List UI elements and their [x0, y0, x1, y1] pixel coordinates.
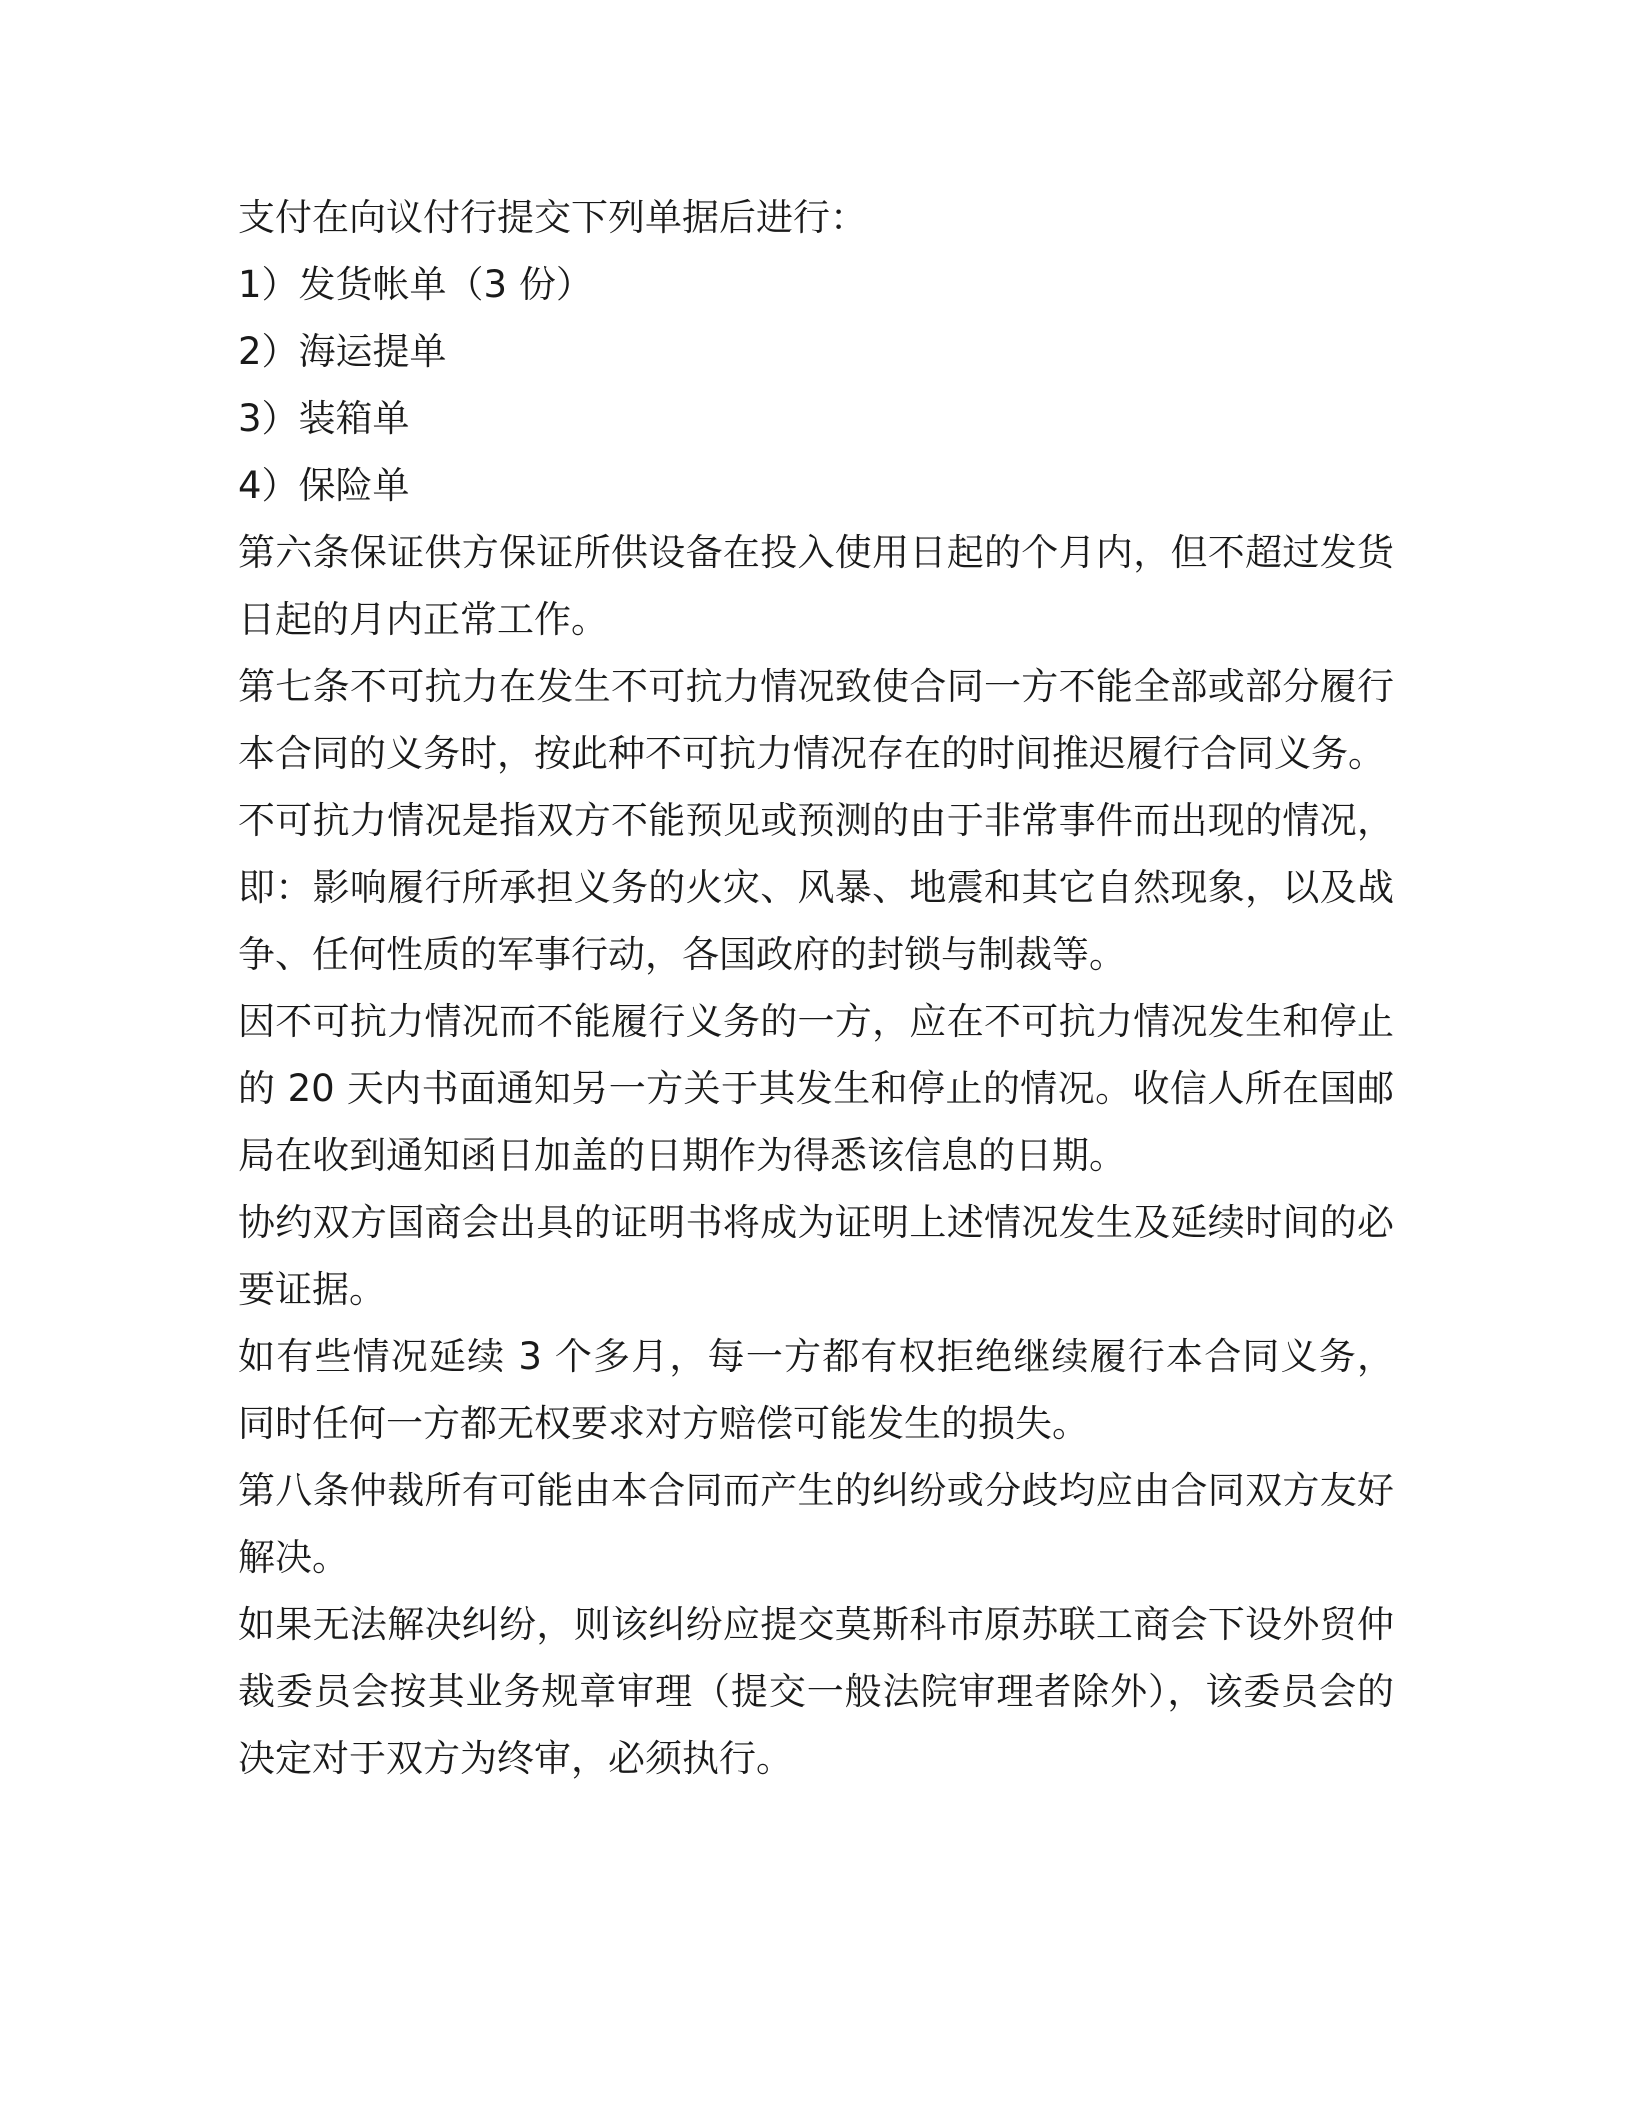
list-item-insurance: 4）保险单 — [238, 464, 410, 507]
document-body — [238, 184, 1394, 1792]
paragraph-chamber-certificate: 协约双方国商会出具的证明书将成为证明上述情况发生及延续时间的必要证据。 — [238, 1201, 1394, 1311]
paragraph-termination-right: 如有些情况延续 3 个多月，每一方都有权拒绝继续履行本合同义务，同时任何一方都无权要求对方赔偿可能发生的损失。 — [238, 1335, 1394, 1445]
paragraph-arbitration: 如果无法解决纠纷，则该纠纷应提交莫斯科市原苏联工商会下设外贸仲裁委员会按其业务规章审理（提交一般法院审理者除外），该委员会的决定对于双方为终审，必须执行。 — [238, 1603, 1394, 1780]
paragraph-article-7: 第七条不可抗力在发生不可抗力情况致使合同一方不能全部或部分履行本合同的义务时，按此种不可抗力情况存在的时间推迟履行合同义务。 — [238, 665, 1394, 775]
list-item-bill-of-lading: 2）海运提单 — [238, 330, 447, 373]
list-item-invoice: 1）发货帐单（3 份） — [238, 263, 593, 306]
paragraph-payment-terms: 支付在向议付行提交下列单据后进行： — [238, 196, 867, 239]
paragraph-article-6: 第六条保证供方保证所供设备在投入使用日起的个月内，但不超过发货日起的月内正常工作。 — [238, 531, 1394, 641]
paragraph-article-8: 第八条仲裁所有可能由本合同而产生的纠纷或分歧均应由合同双方友好解决。 — [238, 1469, 1394, 1579]
paragraph-force-majeure-notice: 因不可抗力情况而不能履行义务的一方，应在不可抗力情况发生和停止的 20 天内书面通知另一方关于其发生和停止的情况。收信人所在国邮局在收到通知函日加盖的日期作为得悉该信息的日期。 — [238, 1000, 1394, 1177]
list-item-packing-list: 3）装箱单 — [238, 397, 410, 440]
paragraph-force-majeure-definition: 不可抗力情况是指双方不能预见或预测的由于非常事件而出现的情况，即：影响履行所承担义务的火灾、风暴、地震和其它自然现象，以及战争、任何性质的军事行动，各国政府的封锁与制裁等。 — [238, 799, 1394, 976]
